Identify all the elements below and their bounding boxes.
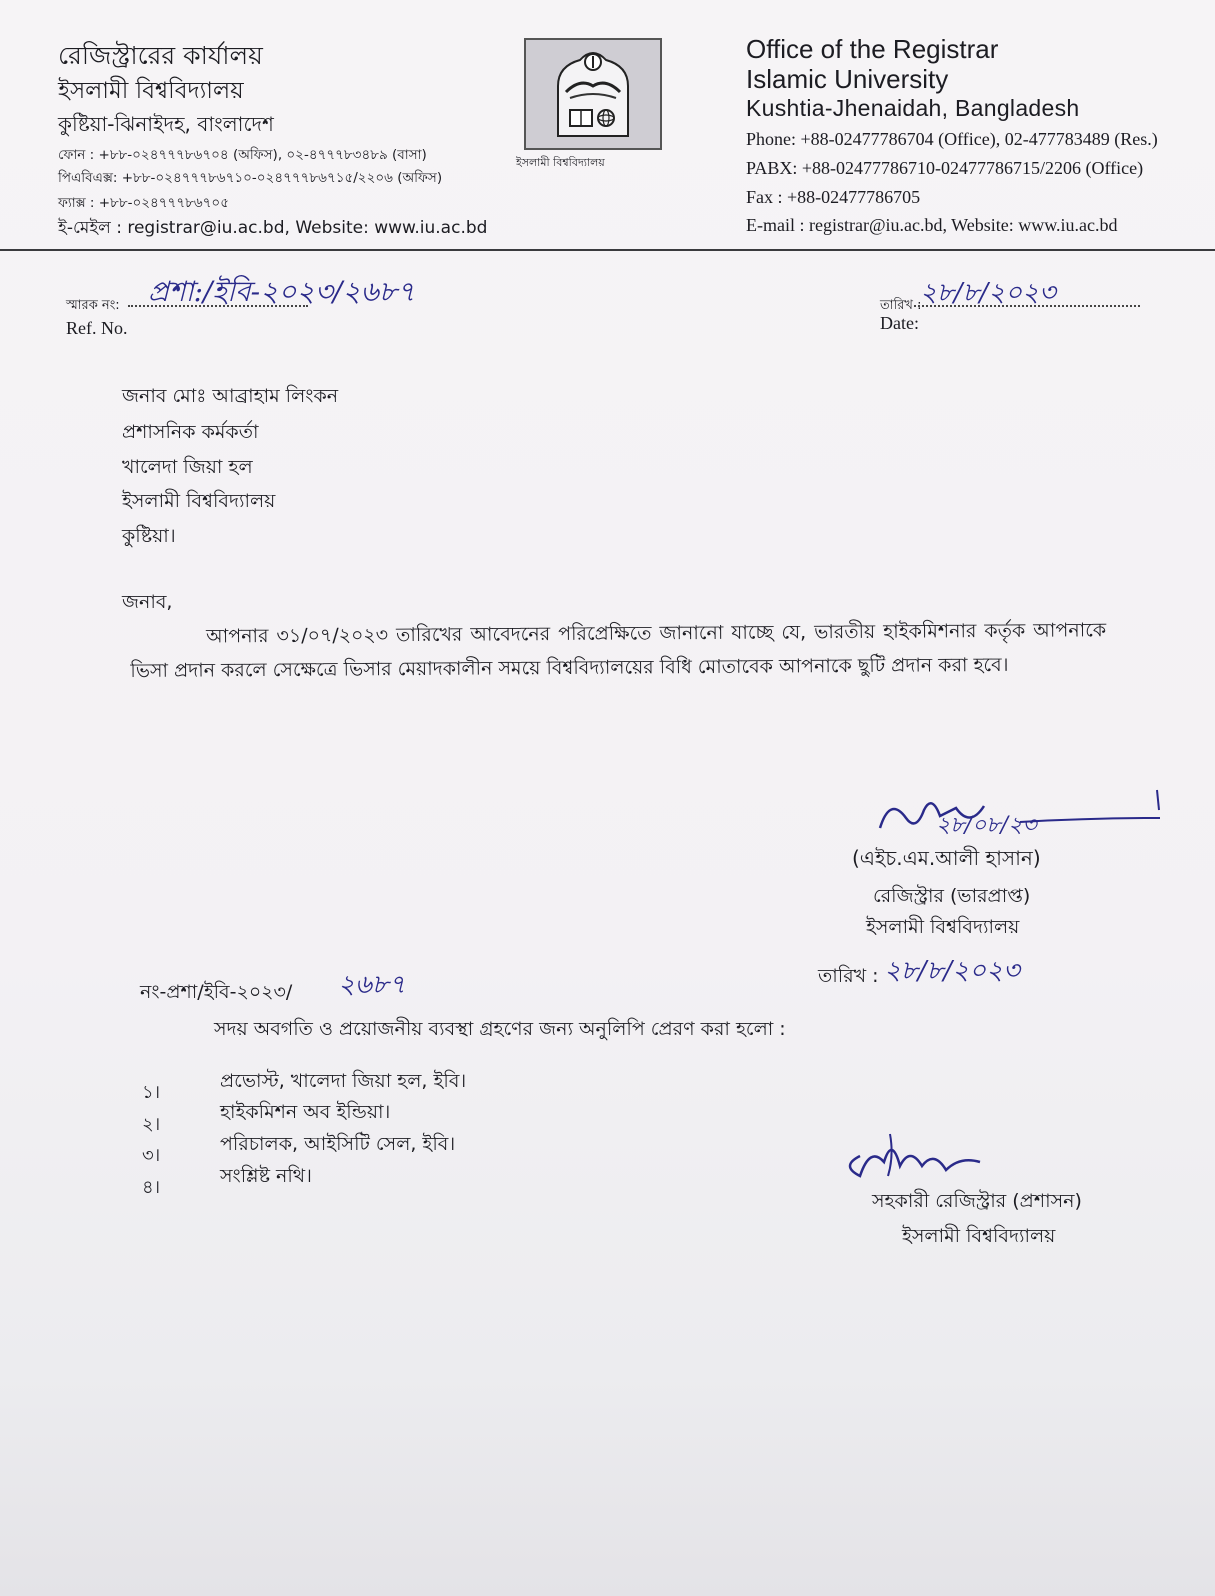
recipient-line: খালেদা জিয়া হল — [122, 456, 253, 478]
date-label-en: Date: — [880, 313, 919, 333]
copy-intro: সদয় অবগতি ও প্রয়োজনীয় ব্যবস্থা গ্রহণের জন্য অনুলিপি প্রেরণ করা হলো : — [214, 1018, 786, 1040]
university-logo-seal — [524, 38, 662, 150]
header-office-title-en: Office of the Registrar — [746, 34, 999, 64]
header-email-en: E-mail : registrar@iu.ac.bd, Website: www.iu.ac.bd — [746, 215, 1118, 235]
assistant-registrar-org: ইসলামী বিশ্ববিদ্যালয় — [902, 1225, 1056, 1247]
recipient-line: জনাব মোঃ আব্রাহাম লিংকন — [122, 385, 339, 407]
header-office-title-bn: রেজিস্ট্রারের কার্যালয় — [58, 41, 263, 70]
signature-date-label: তারিখ : — [818, 965, 879, 987]
date-label-bn: তারিখ : — [880, 298, 922, 313]
header-pabx-bn: পিএবিএক্স: +৮৮-০২৪৭৭৭৮৬৭১০-০২৪৭৭৭৮৬৭১৫/২২০৬ (অফিস) — [58, 170, 443, 186]
header-university-bn: ইসলামী বিশ্ববিদ্যালয় — [58, 78, 244, 104]
signature-date-scrawl: ২৮/০৮/২৩ — [936, 813, 1037, 838]
header-divider — [0, 249, 1215, 251]
assistant-registrar-signature — [830, 1126, 1010, 1186]
copy-item-number: ১। — [142, 1082, 161, 1103]
registrar-name: (এইচ.এম.আলী হাসান) — [852, 846, 1041, 870]
registrar-org: ইসলামী বিশ্ববিদ্যালয় — [866, 916, 1020, 938]
recipient-line: কুষ্টিয়া। — [122, 525, 176, 547]
letter-body: আপনার ৩১/০৭/২০২৩ তারিখের আবেদনের পরিপ্রেক্ষিতে জানানো যাচ্ছে যে, ভারতীয় হাইকমিশনার কর্তৃক আপনাকে ভিসা প্রদান করলে সেক্ষেত্রে ভিসার মেয়াদকালীন সময়ে বিশ্ববিদ্যালয়ের বিধি মোতাবেক আপনাকে ছুটি প্রদান করা হবে। — [130, 619, 1107, 682]
header-location-bn: কুষ্টিয়া-ঝিনাইদহ, বাংলাদেশ — [58, 112, 274, 136]
signature-date-value: ২৮/৮/২০২৩ — [884, 956, 1020, 986]
header-email-bn: ই-মেইল : registrar@iu.ac.bd, Website: www.iu.ac.bd — [58, 218, 488, 238]
header-pabx-en: PABX: +88-02477786710-02477786715/2206 (Office) — [746, 158, 1144, 178]
logo-caption: ইসলামী বিশ্ববিদ্যালয় — [516, 156, 605, 169]
copy-item-text: পরিচালক, আইসিটি সেল, ইবি। — [220, 1133, 456, 1155]
copy-item-text: সংশ্লিষ্ট নথি। — [220, 1165, 312, 1187]
university-emblem-icon — [526, 40, 660, 148]
copy-item-number: ৩। — [142, 1145, 161, 1166]
registrar-title: রেজিস্ট্রার (ভারপ্রাপ্ত) — [873, 885, 1031, 907]
copy-ref-label: নং-প্রশা/ইবি-২০২৩/ — [140, 981, 293, 1003]
recipient-line: ইসলামী বিশ্ববিদ্যালয় — [122, 490, 276, 512]
ref-label-en: Ref. No. — [66, 318, 128, 338]
header-phone-bn: ফোন : +৮৮-০২৪৭৭৭৮৬৭০৪ (অফিস), ০২-৪৭৭৭৮৩৪৮৯ (বাসা) — [58, 147, 427, 163]
ref-number-handwritten: প্রশা:/ইবি-২০২৩/২৬৮৭ — [148, 275, 416, 308]
header-phone-en: Phone: +88-02477786704 (Office), 02-477783489 (Res.) — [746, 129, 1158, 149]
assistant-registrar-title: সহকারী রেজিস্ট্রার (প্রশাসন) — [872, 1190, 1082, 1212]
copy-item-number: ৪। — [142, 1177, 161, 1198]
header-location-en: Kushtia-Jhenaidah, Bangladesh — [746, 95, 1080, 121]
header-fax-en: Fax : +88-02477786705 — [746, 187, 921, 207]
copy-ref-number-handwritten: ২৬৮৭ — [338, 970, 406, 1000]
copy-item-text: প্রভোস্ট, খালেদা জিয়া হল, ইবি। — [220, 1070, 467, 1092]
header-university-en: Islamic University — [746, 64, 949, 94]
ref-label-bn: স্মারক নং: — [66, 298, 120, 313]
copy-item-number: ২। — [142, 1114, 161, 1135]
recipient-line: প্রশাসনিক কর্মকর্তা — [122, 421, 259, 443]
header-fax-bn: ফ্যাক্স : +৮৮-০২৪৭৭৭৮৬৭০৫ — [58, 195, 229, 211]
date-handwritten: ২৮/৮/২০২৩ — [920, 278, 1056, 308]
salutation: জনাব, — [122, 591, 173, 613]
copy-item-text: হাইকমিশন অব ইন্ডিয়া। — [220, 1101, 391, 1123]
